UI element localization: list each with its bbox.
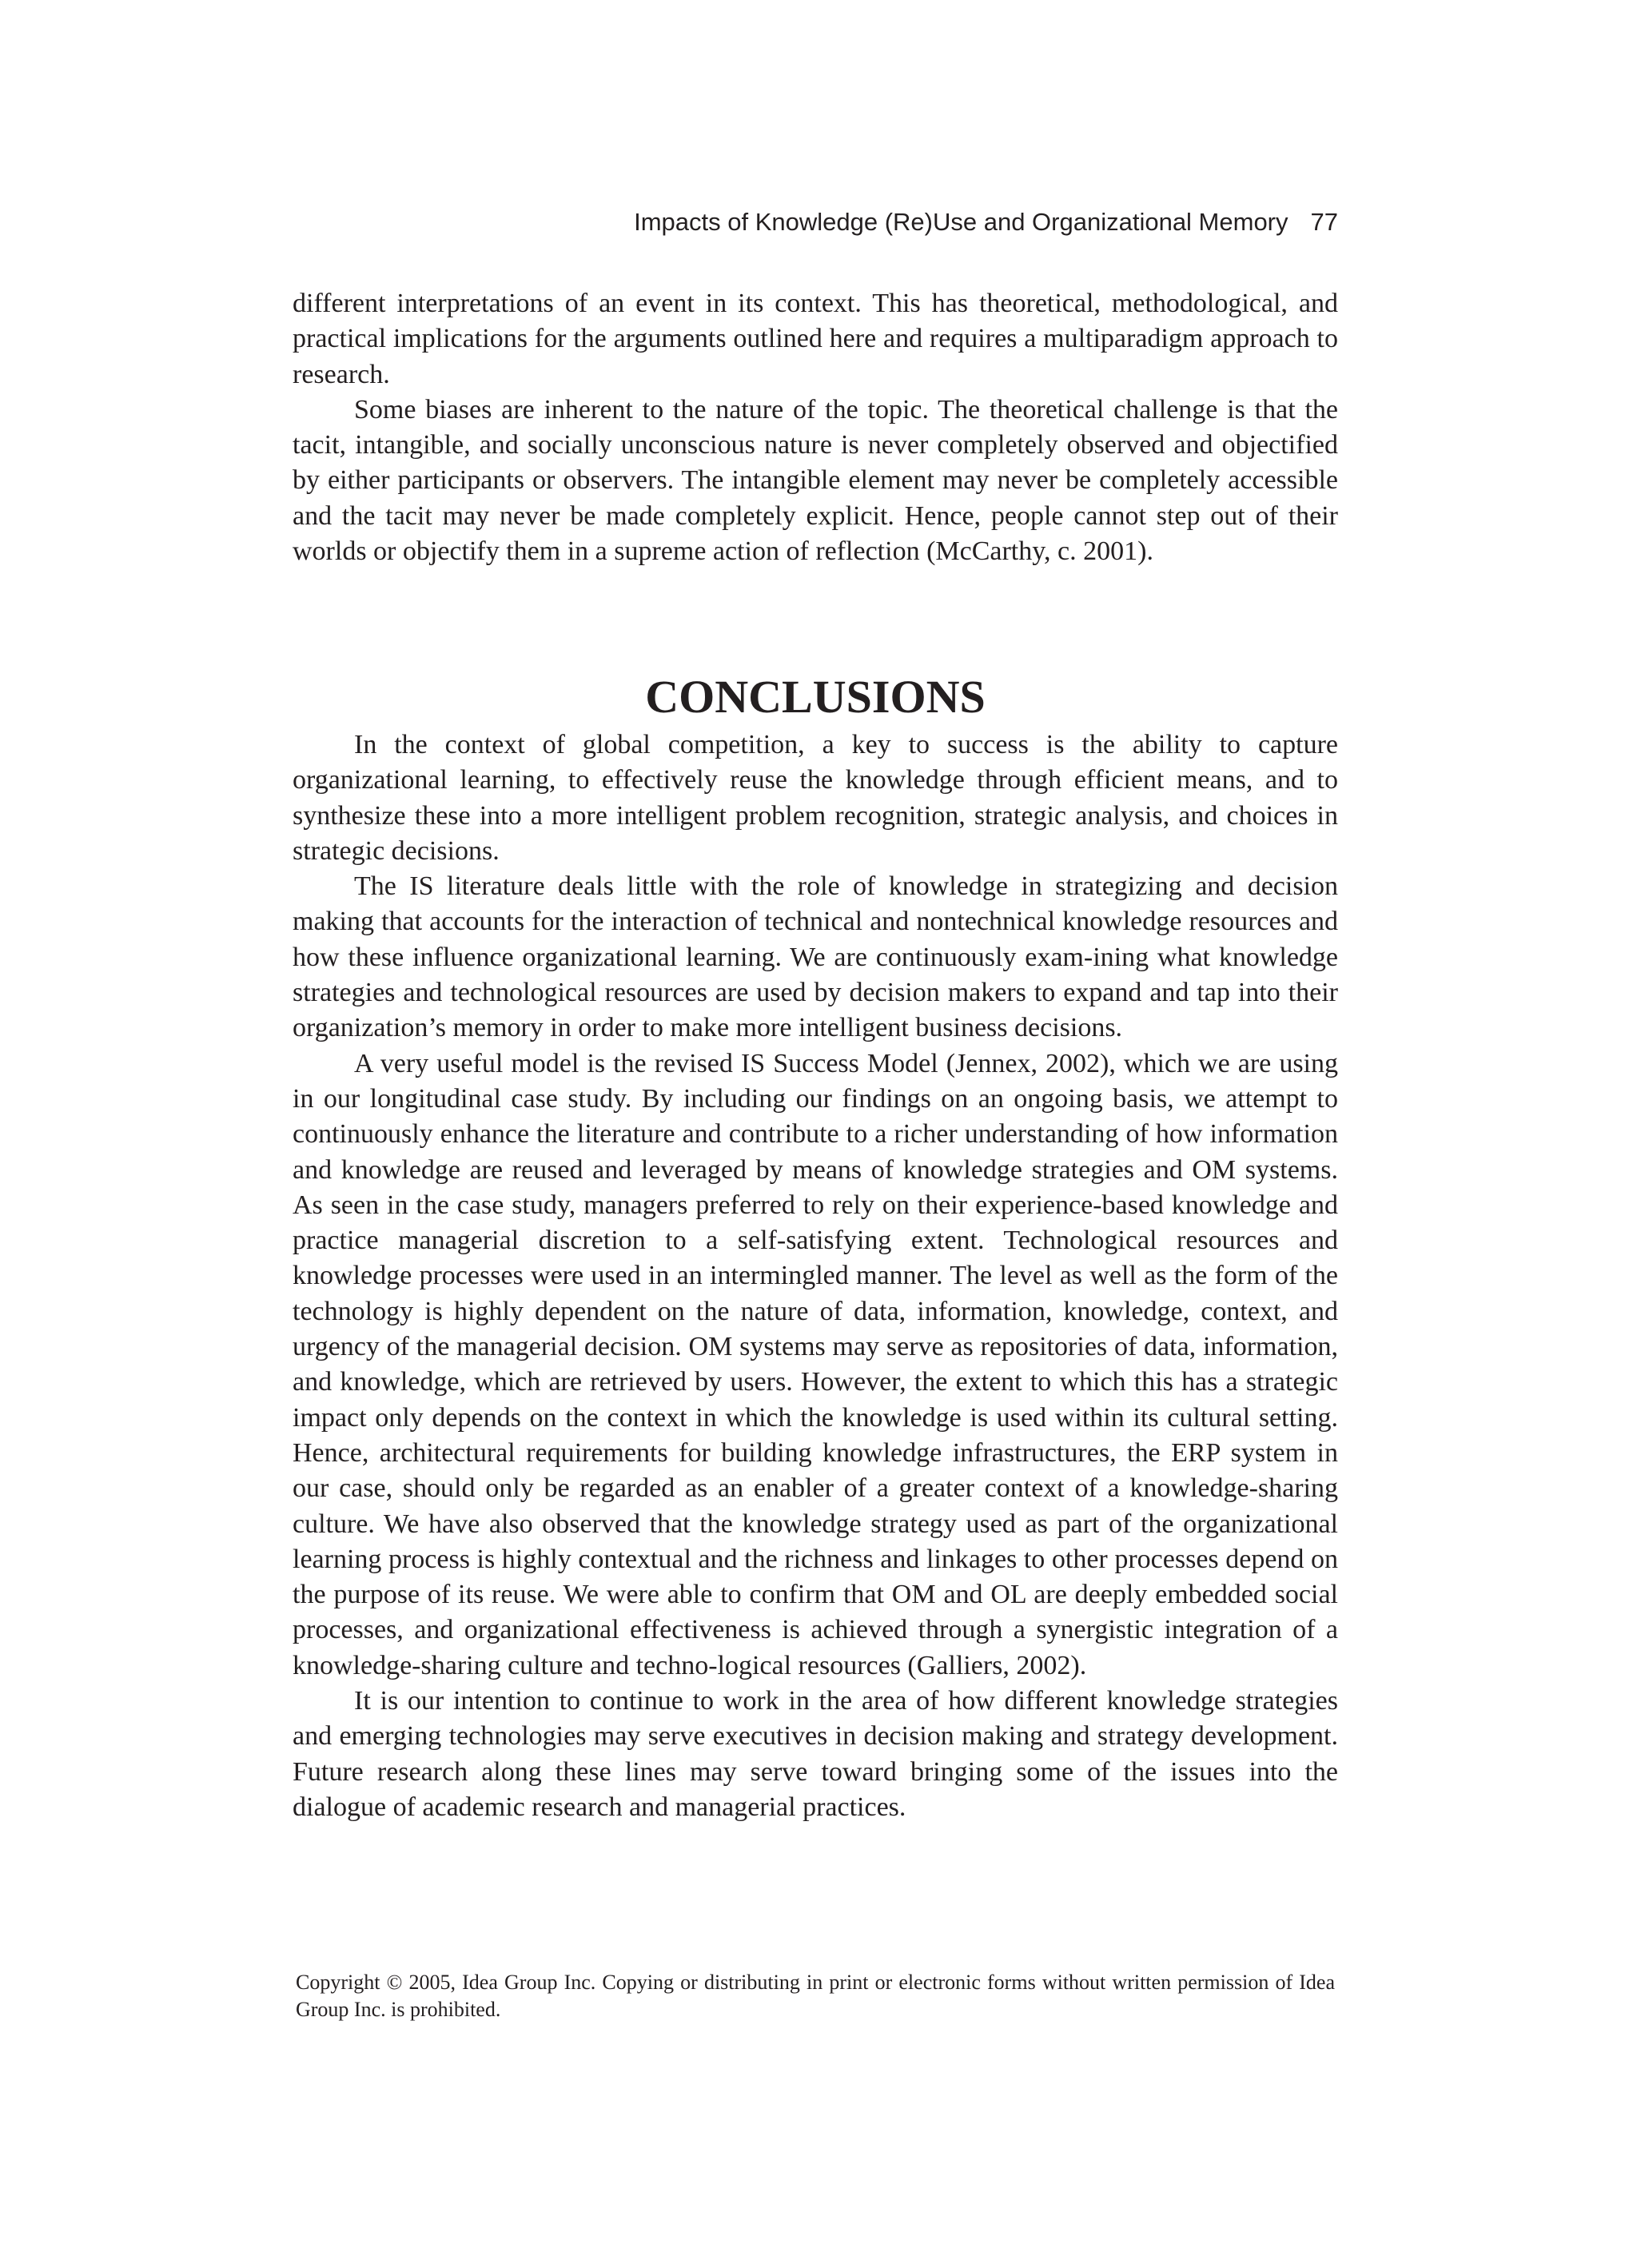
paragraph-success-model: A very useful model is the revised IS Success Model (Jennex, 2002), which we are using in our longitudinal case study. By including our findings on an ongoing basis, we attempt to continuously enhance the literature and contribute to a richer understanding of how information and knowledge are reused and leveraged by means of knowledge strategies and OM systems. As seen in the case study, managers preferred to rely on their experience-based knowledge and practice managerial discretion to a self-satisfying extent. Technological resources and knowledge processes were used in an intermingled manner. The level as well as the form of the technology is highly dependent on the nature of data, information, knowledge, context, and urgency of the managerial decision. OM systems may serve as repositories of data, information, and knowledge, which are retrieved by users. However, the extent to which this has a strategic impact only depends on the context in which the knowledge is used within its cultural setting. Hence, architectural requirements for building knowledge infrastructures, the ERP system in our case, should only be regarded as an enabler of a greater context of a knowledge-sharing culture. We have also observed that the knowledge strategy used as part of the organizational learning process is highly contextual and the richness and linkages to other processes depend on the purpose of its reuse. We were able to confirm that OM and OL are deeply embedded social processes, and organizational effectiveness is achieved through a synergistic integration of a knowledge-sharing culture and techno-logical resources (Galliers, 2002). (293, 1048, 1338, 1680)
running-header (293, 206, 1338, 238)
paragraph-is-literature: The IS literature deals little with the role of knowledge in strategizing and decision making that accounts for the interaction of technical and nontechnical knowledge resources and how these influence organizational learning. We are continuously exam-ining what knowledge strategies and technological resources are used by decision makers to expand and tap into their organization’s memory in order to make more intelligent business decisions. (293, 871, 1338, 1043)
page-number: 77 (1310, 208, 1338, 236)
paragraph-future-work: It is our intention to continue to work in the area of how different knowledge strategies and emerging technologies may serve executives in decision making and strategy development. Future research along these lines may serve toward bringing some of the issues into the dialogue of academic research and managerial practices. (293, 1686, 1338, 1822)
conclusions-text-block (293, 727, 1338, 1825)
running-title: Impacts of Knowledge (Re)Use and Organizational Memory (634, 208, 1288, 236)
paragraph-biases: Some biases are inherent to the nature of the topic. The theoretical challenge is that the tacit, intangible, and socially unconscious nature is never completely observed and objectified by either participants or observers. The intangible element may never be completely accessible and the tacit may never be made completely explicit. Hence, people cannot step out of their worlds or objectify them in a supreme action of reflection (McCarthy, c. 2001). (293, 394, 1338, 567)
continued-text-block (293, 286, 1338, 569)
paragraph-continued: different interpretations of an event in its context. This has theoretical, methodological, and practical implications for the arguments outlined here and requires a multiparadigm approach to research. (293, 289, 1338, 389)
paragraph-global-competition: In the context of global competition, a key to success is the ability to capture organizational learning, to effectively reuse the knowledge through efficient means, and to synthesize these into a more intelligent problem recognition, strategic analysis, and choices in strategic decisions. (293, 730, 1338, 866)
copyright-notice: Copyright © 2005, Idea Group Inc. Copying or distributing in print or electronic forms without written permission of Idea Group Inc. is prohibited. (296, 1971, 1335, 2021)
section-heading-conclusions: CONCLUSIONS (645, 671, 986, 723)
